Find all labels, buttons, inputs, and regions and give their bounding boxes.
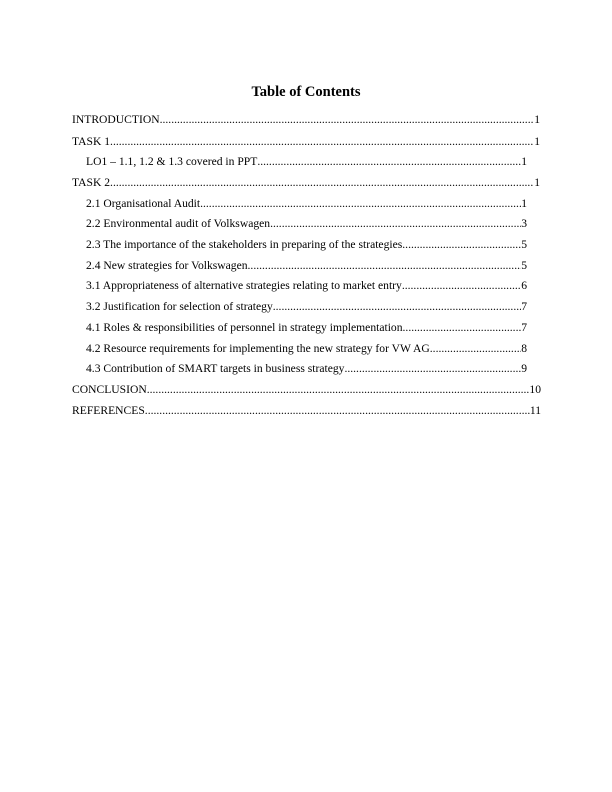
toc-entry-label: 4.3 Contribution of SMART targets in business strategy (86, 362, 345, 375)
toc-entry-4-1[interactable] (86, 321, 527, 335)
toc-entry-4-2[interactable] (86, 342, 527, 356)
toc-entry-label: LO1 – 1.1, 1.2 & 1.3 covered in PPT (86, 155, 258, 168)
toc-entry-page: 1 (521, 155, 527, 168)
toc-entry-task-1[interactable] (72, 135, 540, 149)
toc-entry-label: 2.1 Organisational Audit (86, 197, 201, 210)
toc-entry-lo1[interactable] (86, 155, 527, 169)
dot-leader (110, 135, 534, 149)
dot-leader (110, 176, 534, 190)
toc-entry-label: 3.2 Justification for selection of strategy (86, 300, 273, 313)
toc-entry-label: 4.1 Roles & responsibilities of personnel in strategy implementation (86, 321, 403, 334)
toc-entry-introduction[interactable] (72, 113, 540, 127)
toc-entry-page: 9 (521, 362, 527, 375)
dot-leader (402, 279, 521, 293)
dot-leader (430, 342, 521, 356)
dot-leader (273, 300, 521, 314)
toc-entry-2-2[interactable] (86, 217, 527, 231)
toc-entry-page: 1 (521, 197, 527, 210)
dot-leader (248, 259, 522, 273)
toc-entry-label: 3.1 Appropriateness of alternative strategies relating to market entry (86, 279, 402, 292)
toc-entry-2-1[interactable] (86, 197, 527, 211)
toc-title: Table of Contents (251, 84, 361, 100)
toc-entry-page: 11 (529, 404, 541, 417)
toc-entry-references[interactable] (72, 404, 541, 418)
toc-entry-4-3[interactable] (86, 362, 527, 376)
dot-leader (344, 362, 521, 376)
toc-entry-page: 1 (534, 176, 540, 189)
dot-leader (147, 383, 530, 397)
toc-entry-label: 4.2 Resource requirements for implementing the new strategy for VW AG (86, 342, 430, 355)
toc-entry-page: 7 (521, 321, 527, 334)
dot-leader (270, 217, 521, 231)
toc-entry-label: 2.4 New strategies for Volkswagen (86, 259, 248, 272)
toc-entry-page: 10 (529, 383, 541, 396)
toc-entry-label: TASK 2 (72, 176, 111, 189)
toc-entry-label: 2.3 The importance of the stakeholders in preparing of the strategies (86, 238, 403, 251)
toc-entry-page: 8 (521, 342, 527, 355)
toc-entry-page: 5 (521, 259, 527, 272)
toc-entry-page: 5 (521, 238, 527, 251)
toc-entry-3-1[interactable] (86, 279, 527, 293)
toc-entry-label: TASK 1 (72, 135, 111, 148)
toc-entry-label: 2.2 Environmental audit of Volkswagen (86, 217, 271, 230)
toc-entry-label: INTRODUCTION (72, 113, 160, 126)
toc-entry-label: REFERENCES (72, 404, 145, 417)
toc-entry-label: CONCLUSION (72, 383, 147, 396)
toc-entry-conclusion[interactable] (72, 383, 541, 397)
toc-entry-page: 3 (521, 217, 527, 230)
dot-leader (403, 321, 522, 335)
dot-leader (145, 404, 530, 418)
dot-leader (402, 238, 521, 252)
dot-leader (160, 113, 535, 127)
toc-entry-2-4[interactable] (86, 259, 527, 273)
toc-entry-2-3[interactable] (86, 238, 527, 252)
toc-entry-page: 1 (534, 113, 540, 126)
toc-entry-3-2[interactable] (86, 300, 527, 314)
toc-entry-page: 7 (521, 300, 527, 313)
toc-entry-page: 6 (521, 279, 527, 292)
toc-entry-task-2[interactable] (72, 176, 540, 190)
dot-leader (257, 155, 521, 169)
toc-entry-page: 1 (534, 135, 540, 148)
dot-leader (200, 197, 521, 211)
